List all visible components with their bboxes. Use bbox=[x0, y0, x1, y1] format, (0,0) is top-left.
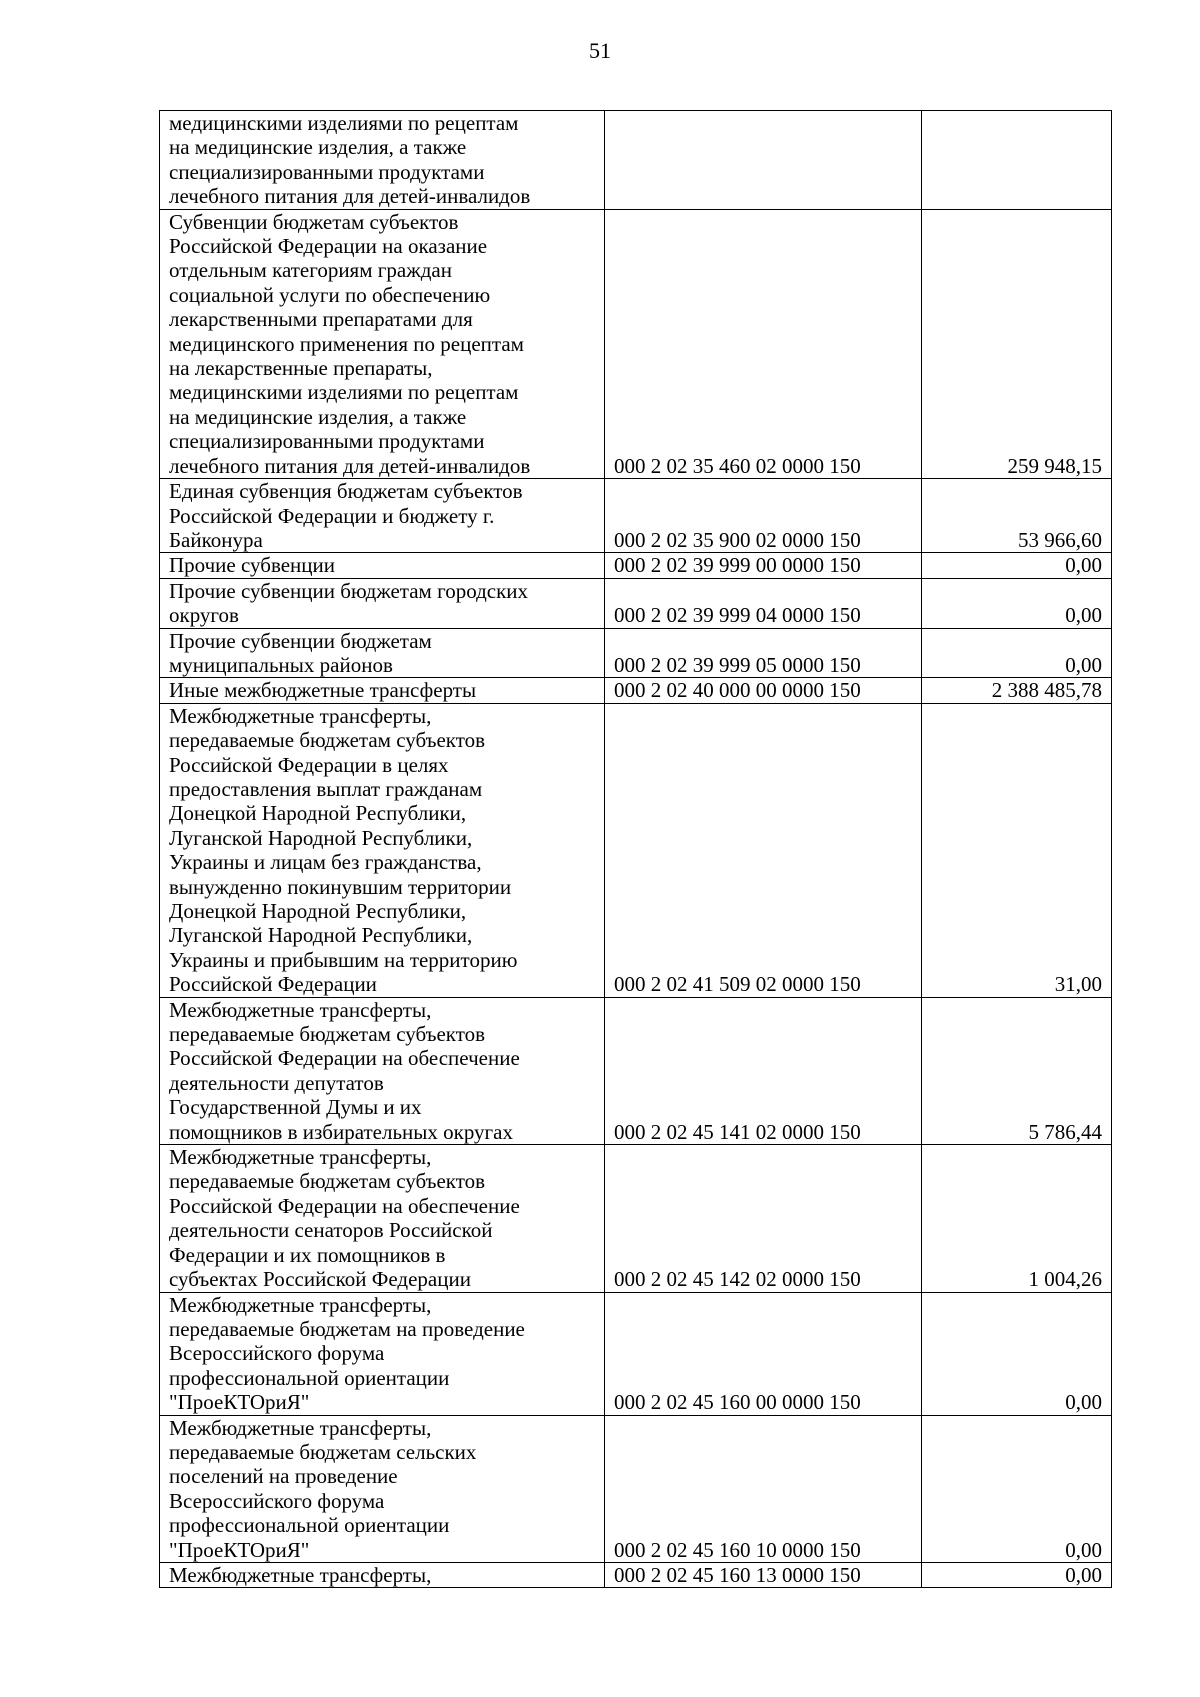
table-row bbox=[160, 553, 1112, 578]
row-amount: 2 388 485,78 bbox=[922, 678, 1112, 703]
row-name: Межбюджетные трансферты, передаваемые бюджетам сельских поселений на проведение Всероссийского форума профессиональной ориентации "ПроеКТОриЯ" bbox=[160, 1415, 605, 1562]
row-code: 000 2 02 41 509 02 0000 150 bbox=[605, 703, 922, 997]
row-code: 000 2 02 45 160 13 0000 150 bbox=[605, 1562, 922, 1587]
row-name: Субвенции бюджетам субъектов Российской Федерации на оказание отдельным категориям граждан социальной услуги по обеспечению лекарственными препаратами для медицинского применения по рецептам на лекарственные препараты, медицинскими изделиями по рецептам на медицинские изделия, а также специализированными продуктами лечебного питания для детей-инвалидов bbox=[160, 209, 605, 478]
row-code: 000 2 02 45 141 02 0000 150 bbox=[605, 997, 922, 1144]
row-code: 000 2 02 35 900 02 0000 150 bbox=[605, 479, 922, 553]
row-amount: 0,00 bbox=[922, 628, 1112, 678]
row-amount: 0,00 bbox=[922, 578, 1112, 628]
row-name: Межбюджетные трансферты, передаваемые бюджетам на проведение Всероссийского форума профессиональной ориентации "ПроеКТОриЯ" bbox=[160, 1292, 605, 1415]
row-amount: 53 966,60 bbox=[922, 479, 1112, 553]
table-row bbox=[160, 1562, 1112, 1587]
row-code: 000 2 02 45 142 02 0000 150 bbox=[605, 1145, 922, 1292]
row-name: Межбюджетные трансферты, bbox=[160, 1562, 605, 1587]
row-name: Межбюджетные трансферты, передаваемые бюджетам субъектов Российской Федерации на обеспечение деятельности сенаторов Российской Федерации и их помощников в субъектах Российской Федерации bbox=[160, 1145, 605, 1292]
row-name: Единая субвенция бюджетам субъектов Российской Федерации и бюджету г. Байконура bbox=[160, 479, 605, 553]
table-row bbox=[160, 578, 1112, 628]
table-row bbox=[160, 1145, 1112, 1292]
row-name: Прочие субвенции бюджетам муниципальных районов bbox=[160, 628, 605, 678]
row-amount: 0,00 bbox=[922, 1292, 1112, 1415]
table-row bbox=[160, 209, 1112, 478]
row-code: 000 2 02 39 999 00 0000 150 bbox=[605, 553, 922, 578]
row-code: 000 2 02 39 999 05 0000 150 bbox=[605, 628, 922, 678]
table-row bbox=[160, 1415, 1112, 1562]
revenue-table bbox=[159, 110, 1112, 1588]
row-code: 000 2 02 35 460 02 0000 150 bbox=[605, 209, 922, 478]
table-row bbox=[160, 1292, 1112, 1415]
table-row bbox=[160, 111, 1112, 210]
row-code: 000 2 02 45 160 00 0000 150 bbox=[605, 1292, 922, 1415]
row-amount: 5 786,44 bbox=[922, 997, 1112, 1144]
table-row bbox=[160, 628, 1112, 678]
row-code: 000 2 02 45 160 10 0000 150 bbox=[605, 1415, 922, 1562]
row-amount: 259 948,15 bbox=[922, 209, 1112, 478]
row-name: Межбюджетные трансферты, передаваемые бюджетам субъектов Российской Федерации на обеспечение деятельности депутатов Государственной Думы и их помощников в избирательных округах bbox=[160, 997, 605, 1144]
row-amount: 0,00 bbox=[922, 553, 1112, 578]
row-name: Прочие субвенции bbox=[160, 553, 605, 578]
row-code: 000 2 02 40 000 00 0000 150 bbox=[605, 678, 922, 703]
row-name: Межбюджетные трансферты, передаваемые бюджетам субъектов Российской Федерации в целях предоставления выплат гражданам Донецкой Народной Республики, Луганской Народной Республики, Украины и лицам без гражданства, вынужденно покинувшим территории Донецкой Народной Республики, Луганской Народной Республики, Украины и прибывшим на территорию Российской Федерации bbox=[160, 703, 605, 997]
row-amount: 1 004,26 bbox=[922, 1145, 1112, 1292]
row-amount: 0,00 bbox=[922, 1415, 1112, 1562]
row-name: медицинскими изделиями по рецептам на медицинские изделия, а также специализированными продуктами лечебного питания для детей-инвалидов bbox=[160, 111, 605, 210]
row-code: 000 2 02 39 999 04 0000 150 bbox=[605, 578, 922, 628]
table-row bbox=[160, 678, 1112, 703]
table-row bbox=[160, 703, 1112, 997]
table-row bbox=[160, 479, 1112, 553]
row-name: Иные межбюджетные трансферты bbox=[160, 678, 605, 703]
row-amount bbox=[922, 111, 1112, 210]
row-code bbox=[605, 111, 922, 210]
page-number: 51 bbox=[589, 38, 611, 63]
row-amount: 0,00 bbox=[922, 1562, 1112, 1587]
row-name: Прочие субвенции бюджетам городских округов bbox=[160, 578, 605, 628]
row-amount: 31,00 bbox=[922, 703, 1112, 997]
table-row bbox=[160, 997, 1112, 1144]
